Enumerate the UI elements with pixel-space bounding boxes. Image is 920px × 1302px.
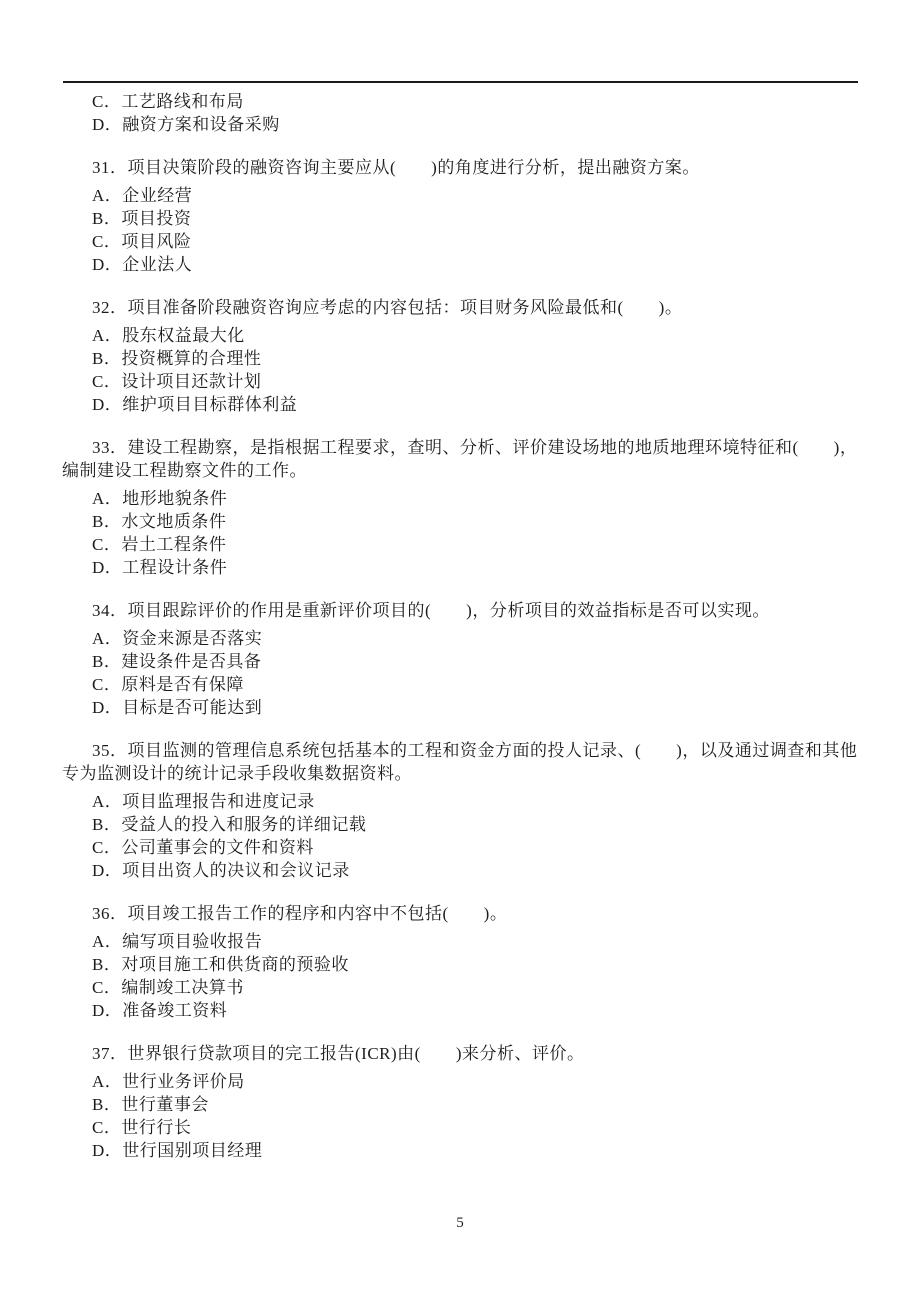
question-32-option-b: B．投资概算的合理性 [92, 349, 262, 368]
question-34-stem: 34．项目跟踪评价的作用是重新评价项目的( )，分析项目的效益指标是否可以实现。 [92, 601, 770, 620]
question-36-stem: 36．项目竣工报告工作的程序和内容中不包括( )。 [92, 904, 508, 923]
question-31 [62, 156, 859, 276]
question-33 [62, 436, 859, 579]
question-31-option-c: C．项目风险 [92, 232, 192, 251]
question-34-option-c: C．原料是否有保障 [92, 675, 244, 694]
question-32 [62, 296, 859, 416]
question-34-option-a: A．资金来源是否落实 [92, 629, 263, 648]
carryover-options [62, 90, 859, 136]
question-31-option-d: D．企业法人 [92, 255, 193, 274]
question-33-option-b: B．水文地质条件 [92, 512, 227, 531]
question-34-option-d: D．目标是否可能达到 [92, 698, 263, 717]
question-34 [62, 599, 859, 719]
question-36-option-a: A．编写项目验收报告 [92, 932, 263, 951]
question-37-option-a: A．世行业务评价局 [92, 1072, 245, 1091]
carryover-option-c: C．工艺路线和布局 [92, 92, 244, 111]
question-36 [62, 902, 859, 1022]
carryover-option-d: D．融资方案和设备采购 [92, 115, 280, 134]
question-36-option-c: C．编制竣工决算书 [92, 978, 244, 997]
question-list [62, 90, 859, 1162]
question-32-option-c: C．设计项目还款计划 [92, 372, 262, 391]
question-35-option-c: C．公司董事会的文件和资料 [92, 838, 314, 857]
page-footer [0, 1214, 920, 1232]
question-35-option-d: D．项目出资人的决议和会议记录 [92, 861, 350, 880]
question-31-option-a: A．企业经营 [92, 186, 193, 205]
question-32-stem: 32．项目准备阶段融资咨询应考虑的内容包括：项目财务风险最低和( )。 [92, 298, 683, 317]
question-35 [62, 739, 859, 882]
question-33-stem: 33．建设工程勘察，是指根据工程要求，查明、分析、评价建设场地的地质地理环境特征和( )，编制建设工程勘察文件的工作。 [62, 438, 858, 480]
question-37 [62, 1042, 859, 1162]
question-31-stem: 31．项目决策阶段的融资咨询主要应从( )的角度进行分析，提出融资方案。 [92, 158, 700, 177]
question-32-option-a: A．股东权益最大化 [92, 326, 245, 345]
question-35-option-a: A．项目监理报告和进度记录 [92, 792, 315, 811]
question-36-option-b: B．对项目施工和供货商的预验收 [92, 955, 349, 974]
question-37-option-d: D．世行国别项目经理 [92, 1141, 263, 1160]
question-33-option-c: C．岩土工程条件 [92, 535, 227, 554]
question-32-option-d: D．维护项目目标群体利益 [92, 395, 298, 414]
question-37-option-b: B．世行董事会 [92, 1095, 209, 1114]
question-34-option-b: B．建设条件是否具备 [92, 652, 262, 671]
question-37-option-c: C．世行行长 [92, 1118, 192, 1137]
question-35-stem: 35．项目监测的管理信息系统包括基本的工程和资金方面的投人记录、( )，以及通过调查和其他专为监测设计的统计记录手段收集数据资料。 [62, 741, 858, 783]
question-31-option-b: B．项目投资 [92, 209, 192, 228]
question-33-option-d: D．工程设计条件 [92, 558, 228, 577]
header-rule [63, 81, 858, 83]
question-33-option-a: A．地形地貌条件 [92, 489, 228, 508]
question-35-option-b: B．受益人的投入和服务的详细记载 [92, 815, 367, 834]
page-number: 5 [456, 1215, 464, 1231]
question-36-option-d: D．准备竣工资料 [92, 1001, 228, 1020]
question-37-stem: 37．世界银行贷款项目的完工报告(ICR)由( )来分析、评价。 [92, 1044, 585, 1063]
